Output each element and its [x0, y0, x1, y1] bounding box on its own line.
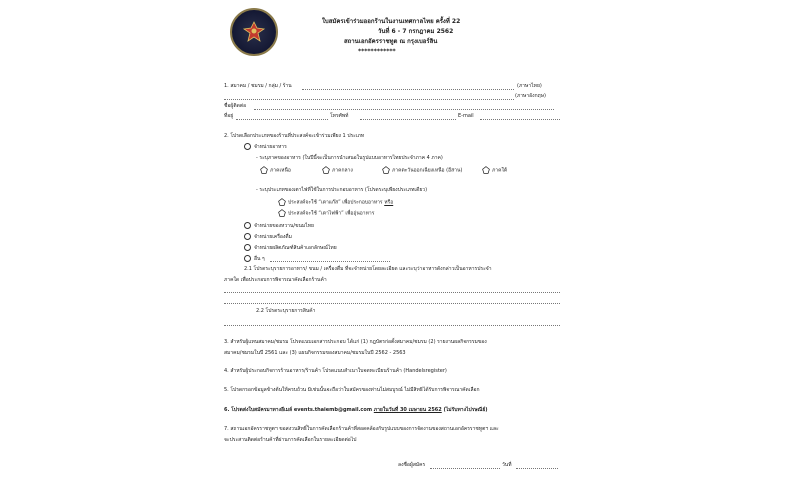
option-food[interactable]: จำหน่ายอาหาร [244, 143, 287, 150]
signature-label: ลงชื่อผู้สมัคร [398, 462, 426, 468]
region-north[interactable]: ภาคเหนือ [260, 166, 291, 174]
stove-gas-option[interactable]: ประสงค์จะใช้ “เตาแก๊ส” เพื่อประกอบอาหาร หรือ [278, 198, 393, 206]
section7-line2: จะประสานติดต่อร้านค้าที่ผ่านการคัดเลือกในรายละเอียดต่อไป [224, 437, 357, 443]
email-field[interactable] [480, 119, 560, 120]
header-stars: ************ [358, 48, 396, 55]
date-field[interactable] [516, 468, 558, 469]
region-south[interactable]: ภาคใต้ [482, 166, 507, 174]
section3-line2: สมาคม/ชมรมในปี 2561 และ (3) แผนกิจกรรมของสมาคม/ชมรมในปี 2562 - 2563 [224, 350, 406, 356]
form-title: ใบสมัครเข้าร่วมออกร้านในงานเทศกาลไทย ครั้งที่ 22 [322, 18, 461, 25]
pentagon-checkbox-icon [322, 166, 330, 174]
embassy-name: สถานเอกอัครราชทูต ณ กรุงเบอร์ลิน [344, 38, 438, 45]
radio-circle-icon [244, 244, 251, 251]
section4-text: 4. สำหรับผู้ประกอบกิจการร้านอาหาร/ร้านค้า โปรดแนบสำเนาใบจดทะเบียนร้านค้า (Handelsregister) [224, 368, 447, 374]
date-label: วันที่ [502, 462, 512, 468]
section2-heading: 2. โปรดเลือกประเภทของร้านที่ประสงค์จะเข้าร่วมเพียง 1 ประเภท [224, 133, 365, 139]
signature-field[interactable] [430, 468, 500, 469]
section7-line1: 7. สถานเอกอัครราชทูตฯ ขอสงวนสิทธิ์ในการคัดเลือกร้านค้าที่สอดคล้องกับรูปแบบของการจัดงานของสถานเอกอัครราชทูตฯ และ [224, 426, 499, 432]
pentagon-checkbox-icon [278, 198, 286, 206]
event-date: วันที่ 6 - 7 กรกฎาคม 2562 [378, 28, 454, 35]
name-en-field[interactable] [224, 99, 514, 100]
stove-instruction: - ระบุประเภทของเตาไฟที่ใช้ในการประกอบอาหาร (โปรดระบุเพียงประเภทเดียว) [256, 187, 428, 193]
option-drinks[interactable]: จำหน่ายเครื่องดื่ม [244, 233, 292, 240]
address-field[interactable] [236, 119, 328, 120]
note-2-1: 2.1 โปรดระบุรายการอาหาร/ ขนม / เครื่องดื่ม ที่จะจำหน่ายโดยละเอียด และระบุว่าอาหารดังกล่าวเป็นอาหารประจำ [244, 266, 492, 272]
lang-th-label: (ภาษาไทย) [517, 83, 542, 89]
email-label: E-mail [458, 113, 474, 119]
food-list-line-1[interactable] [224, 292, 560, 293]
section5-text: 5. โปรดกรอกข้อมูลข้างต้นให้ครบถ้วน มิเช่นนั้นจะถือว่าใบสมัครของท่านไม่สมบูรณ์ ไม่มีสิทธิได้รับการพิจารณาคัดเลือก [224, 387, 480, 393]
other-field[interactable] [270, 261, 390, 262]
lang-en-label: (ภาษาอังกฤษ) [515, 93, 546, 99]
section1-label: 1. สมาคม / ชมรม / กลุ่ม / ร้าน [224, 83, 292, 89]
submission-deadline: ภายในวันที่ 30 เมษายน 2562 [373, 407, 442, 413]
pentagon-checkbox-icon [382, 166, 390, 174]
region-instruction: - ระบุภาคของอาหาร (ในปีนี้จะเป็นการนำเสนอในรูปแบบอาหารไทยประจำภาค 4 ภาค) [256, 155, 443, 161]
contact-label: ชื่อผู้ติดต่อ [224, 103, 247, 109]
option-other[interactable]: อื่น ๆ [244, 255, 265, 262]
option-products[interactable]: จำหน่ายผลิตภัณฑ์สินค้าเอกลักษณ์ไทย [244, 244, 337, 251]
address-label: ที่อยู่ [224, 113, 234, 119]
radio-circle-icon [244, 255, 251, 262]
region-central[interactable]: ภาคกลาง [322, 166, 353, 174]
pentagon-checkbox-icon [482, 166, 490, 174]
section3-line1: 3. สำหรับผู้แทนสมาคม/ชมรม โปรดแนบเอกสารประกอบ ได้แก่ (1) กฎบัตรก่อตั้งสมาคม/ชมรม (2) รายงานผลกิจกรรมของ [224, 339, 487, 345]
pentagon-checkbox-icon [278, 209, 286, 217]
radio-circle-icon [244, 222, 251, 229]
phone-label: โทรศัพท์ [330, 113, 349, 119]
pentagon-checkbox-icon [260, 166, 268, 174]
embassy-seal-logo [230, 8, 278, 56]
option-dessert[interactable]: จำหน่ายของหวาน/ขนมไทย [244, 222, 314, 229]
section6-text: 6. โปรดส่งใบสมัครมาทางอีเมล์ events.thaiemb@gmail.com ภายในวันที่ 30 เมษายน 2562 (ไม่รับทางไปรษณีย์) [224, 407, 488, 413]
food-list-line-2[interactable] [224, 303, 560, 304]
note-2-1b: ภาคใด เพื่อประกอบการพิจารณาคัดเลือกร้านค้า [224, 277, 327, 283]
note-2-2: 2.2 โปรดระบุรายการสินค้า [256, 308, 316, 314]
stove-electric-option[interactable]: ประสงค์จะใช้ “เตาไฟฟ้า” เพื่ออุ่นอาหาร [278, 209, 374, 217]
region-northeast[interactable]: ภาคตะวันออกเฉียงเหนือ (อีสาน) [382, 166, 462, 174]
radio-circle-icon [244, 143, 251, 150]
name-th-field[interactable] [302, 89, 514, 90]
garuda-emblem-icon [242, 20, 266, 44]
contact-field[interactable] [254, 109, 554, 110]
product-list-line[interactable] [224, 325, 560, 326]
phone-field[interactable] [360, 119, 456, 120]
radio-circle-icon [244, 233, 251, 240]
